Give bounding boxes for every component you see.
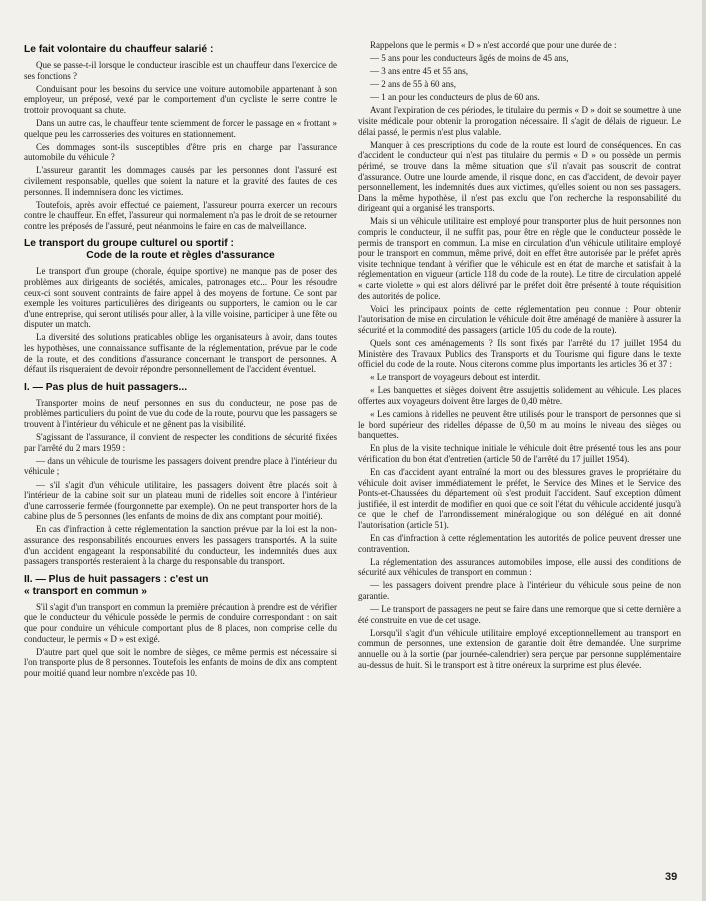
list-item: — 3 ans entre 45 et 55 ans, xyxy=(370,66,468,77)
paragraph: S'il s'agit d'un transport en commun la première précaution à prendre est de vérifier que le conducteur du véhicule possède le permis de conduire correspondant : on sait que pour conduire un véhicule comportant plus de 8 places, non comprise celle du conducteur, le permis « D » est exigé. xyxy=(24,601,337,644)
page-edge xyxy=(702,0,706,901)
paragraph: Le transport d'un groupe (chorale, équipe sportive) ne manque pas de poser des problèmes aux dirigeants de sociétés, amicales, patronages etc... Pour les résoudre ceux-ci sont souvent contraints de faire appel à des moyens de fortune. Ce sont par exemple les voitures particulières des dirigeants ou supporters, le camion ou le car d'une entreprise, qui seront utilisés pour aller, à la ville voisine, participer à une fête ou disputer un match. xyxy=(24,266,337,330)
right-column xyxy=(358,40,681,673)
paragraph: — Le transport de passagers ne peut se faire dans une remorque que si cette dernière a été construite en vue de cet usage. xyxy=(358,604,681,625)
list-item: — 2 ans de 55 à 60 ans, xyxy=(370,79,456,90)
heading-line-1: Le transport du groupe culturel ou sportif : xyxy=(24,238,234,250)
left-column xyxy=(24,40,337,681)
paragraph: D'autre part quel que soit le nombre de sièges, ce même permis est nécessaire si l'on transporte plus de 8 personnes. Toutefois les enfants de moins de dix ans comptent pour moitié quand leur nombre n'excède pas 10. xyxy=(24,646,337,678)
paragraph: En cas d'infraction à cette réglementation la sanction prévue par la loi est la non-assurance des responsabilités encourues envers les passagers transportés. A la suite d'un accident engageant la responsabilité du conducteur, les indemnités dues aux passagers transportés resteraient à la charge du responsable du transport. xyxy=(24,524,337,567)
paragraph: « Les camions à ridelles ne peuvent être utilisés pour le transport de personnes que si le bord supérieur des ridelles dépasse de 0,50 m au moins le niveau des sièges ou banquettes. xyxy=(358,409,681,441)
paragraph: — dans un véhicule de tourisme les passagers doivent prendre place à l'intérieur du véhicule ; xyxy=(24,455,337,477)
paragraph: Voici les principaux points de cette réglementation peu connue : Pour obtenir l'autorisation de mise en circulation le véhicule doit être aménagé de manière à assurer la sécurité et la commodité des passagers (article 105 du code de la route). xyxy=(358,303,681,335)
paragraph: Lorsqu'il s'agit d'un véhicule utilitaire employé exceptionnellement au transport en commun de personnes, une extension de garantie doit être demandée. Une surprime annuelle ou à la sortie (par journée-calendrier) sera perçue par personne supplémentaire au-dessus de huit. Si le transport est à titre onéreux la surprime est plus élevée. xyxy=(358,627,681,670)
paragraph: La diversité des solutions praticables oblige les organisateurs à avoir, dans toutes les hypothèses, une connaissance suffisante de la réglementation, prévue par le code de la route, et des conditions d'assurance concernant le transport de personnes. A défaut ils risqueraient de devoir répondre personnellement de l'accident éventuel. xyxy=(24,332,337,375)
paragraph: En plus de la visite technique initiale le véhicule doit être présenté tous les ans pour vérification du bon état d'entretien (article 50 de l'arrêté du 17 juillet 1954). xyxy=(358,443,681,464)
paragraph: Rappelons que le permis « D » n'est accordé que pour une durée de : xyxy=(370,40,617,50)
paragraph: « Le transport de voyageurs debout est interdit. xyxy=(370,372,540,383)
heading-line-2: « transport en commun » xyxy=(24,585,148,597)
section-chauffeur-body xyxy=(24,60,337,231)
heading-transport-groupe xyxy=(24,238,337,262)
section-transport-groupe-body xyxy=(24,266,337,374)
paragraph: — s'il s'agit d'un véhicule utilitaire, les passagers doivent être placés soit à l'intérieur de la cabine soit sur un plateau muni de ridelles soit encore à l'intérieur d'une carrosserie fermée (fourgonnette par exemple). On ne peut transporter hors de la cabine plus de 5 personnes (les enfants de moins de dix ans comptant pour moitié). xyxy=(24,479,337,522)
page-number: 39 xyxy=(665,871,678,883)
paragraph: Ces dommages sont-ils susceptibles d'être pris en charge par l'assurance automobile du véhicule ? xyxy=(24,141,337,163)
paragraph: Manquer à ces prescriptions du code de la route est lourd de conséquences. En cas d'accident le conducteur qui n'est pas titulaire du permis « D » ou possède un permis périmé, se trouve dans la même situation que s'il n'avait pas souscrit de contrat d'assurance. Outre une lourde amende, il risque donc, en cas d'accident, de devoir payer personnellement, les indemnités dues aux victimes, qu'elles soient ou non ses passagers. Dans la même hypothèse, il n'est pas exclu que l'on recherche la responsabilité du dirigeant qui a organisé les transports. xyxy=(358,139,681,214)
paragraph: Transporter moins de neuf personnes en sus du conducteur, ne pose pas de problèmes particuliers du point de vue du code de la route, pourvu que les passagers se trouvent à l'intérieur du véhicule et ne gênent pas la visibilité. xyxy=(24,397,337,430)
paragraph: Quels sont ces aménagements ? Ils sont fixés par l'arrêté du 17 juillet 1954 du Ministère des Travaux Publics des Transports et du Tourisme qui figure dans le texte officiel du code de la route. Nous citerons comme plus importants les articles 36 et 37 : xyxy=(358,337,681,370)
paragraph: La réglementation des assurances automobiles impose, elle aussi des conditions de sécurité aux véhicules de transport en commun : xyxy=(358,556,681,578)
paragraph: — les passagers doivent prendre place à l'intérieur du véhicule sous peine de non garantie. xyxy=(358,580,681,601)
heading-section-2 xyxy=(24,574,337,598)
paragraph: Conduisant pour les besoins du service une voiture automobile appartenant à son employeur, un préposé, vexé par le comportement d'un cycliste le serre contre le trottoir provoquant sa chute. xyxy=(24,83,337,115)
paragraph: S'agissant de l'assurance, il convient de respecter les conditions de sécurité fixées par l'arrêté du 2 mars 1959 : xyxy=(24,432,337,453)
section-1-body xyxy=(24,398,337,567)
heading-section-1: I. — Pas plus de huit passagers... xyxy=(24,381,188,393)
right-column-body xyxy=(358,105,681,670)
paragraph: En cas d'accident ayant entraîné la mort ou des blessures graves le propriétaire du véhicule doit aviser immédiatement le préfet, le Service des Mines et le Service des Ponts-et-Chaussées du département où s'est produit l'accident. Sauf exception dûment justifiée, il est interdit de modifier en quoi que ce soit l'état du véhicule accidenté jusqu'à ce que le chef de l'arrondissement minéralogique ou son délégué en ait donné l'autorisation (article 51). xyxy=(358,466,681,530)
heading-chauffeur-salarie: Le fait volontaire du chauffeur salarié : xyxy=(24,44,214,55)
paragraph: Avant l'expiration de ces périodes, le titulaire du permis « D » doit se soumettre à une visite médicale pour obtenir la prorogation nécessaire. Il s'agit de délais de rigueur. Le délai passé, le permis n'est plus valable. xyxy=(358,105,681,137)
heading-line-1: II. — Plus de huit passagers : c'est un xyxy=(24,573,209,585)
list-item: — 5 ans pour les conducteurs âgés de moins de 45 ans, xyxy=(370,53,569,64)
permit-duration-list xyxy=(358,53,681,103)
paragraph: En cas d'infraction à cette réglementation les autorités de police peuvent dresser une contravention. xyxy=(358,533,681,554)
paragraph: Dans un autre cas, le chauffeur tente sciemment de forcer le passage en « frottant » quelque peu les carrosseries des voitures en stationnement. xyxy=(24,117,337,139)
paragraph: Que se passe-t-il lorsque le conducteur irascible est un chauffeur dans l'exercice de ses fonctions ? xyxy=(24,60,337,81)
paragraph: Toutefois, après avoir effectué ce paiement, l'assureur pourra exercer un recours contre le chauffeur. En effet, l'assureur qui normalement n'a pas le droit de se retourner contre les préposés de l'assuré, peut néanmoins le faire en cas de malveillance. xyxy=(24,199,337,231)
paragraph: L'assureur garantit les dommages causés par les personnes dont l'assuré est civilement responsable, quelles que soient la nature et la gravité des fautes de ces personnes. Il indemnisera donc les victimes. xyxy=(24,165,337,197)
heading-line-2: Code de la route et règles d'assurance xyxy=(86,250,275,262)
list-item: — 1 an pour les conducteurs de plus de 60 ans. xyxy=(370,92,540,103)
paragraph: Mais si un véhicule utilitaire est employé pour transporter plus de huit personnes non compris le conducteur, il ne suffit pas, pour être en règle que le conducteur possède le permis de transport en commun. La mise en circulation d'un véhicule utilitaire employé pour le transport en commun, même privé, doit en effet être autorisée par le préfet après visite technique tendant à vérifier que le véhicule est en état de marche et satisfait à la réglementation en vigueur (article 118 du code de la route). Le titre de circulation appelé « carte violette » qui est alors délivré par le préfet doit être présenté à toute réquisition des autorités de police. xyxy=(358,216,681,301)
paragraph: « Les banquettes et sièges doivent être assujettis solidement au véhicule. Les places offertes aux voyageurs doivent être larges de 0,40 mètre. xyxy=(358,385,681,406)
section-2-body xyxy=(24,602,337,679)
